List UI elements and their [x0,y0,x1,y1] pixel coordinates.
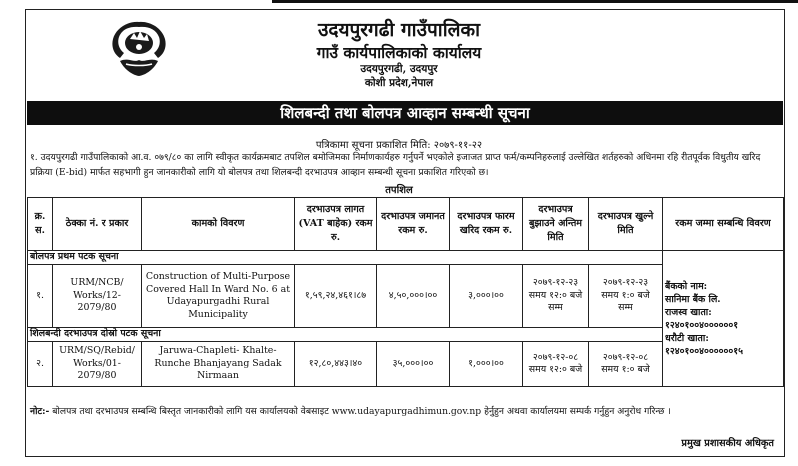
deposit-account-label: धरौटी खाता: [665,332,709,344]
col-header: दरभाउपत्र बुझाउने अन्तिम मिति [523,198,589,251]
col-header: दरभाउपत्र जमानत रकम रु. [377,198,450,251]
signatory-title: प्रमुख प्रशासकीय अधिकृत [681,438,774,449]
section-row [28,251,784,265]
top-rule [272,0,798,3]
deadline-suffix: सम्म [548,302,563,314]
open-date: २०७९-१२-२३ [602,277,649,289]
deadline-time: समय १२:० बजे [528,289,583,301]
row-sn: २. [28,342,53,387]
col-header: दरभाउपत्र खुल्ने मिति [589,198,663,251]
row-security: ४,५०,०००।०० [377,265,450,328]
notice-banner: शिलबन्दी तथा बोलपत्र आव्हान सम्बन्धी सूचना [27,101,783,125]
row-form-fee: १,०००।०० [450,342,523,387]
row-form-fee: ३,०००।०० [450,265,523,328]
deadline-time: समय १२:० बजे [528,364,583,375]
table-header-row [28,198,784,251]
row-description: Construction of Multi-Purpose Covered Hall In Ward No. 6 at Udayapurgadhi Rural Municipality [142,265,295,328]
deadline-date: २०७९-१२-०८ [532,351,579,363]
row-security: ३५,०००।०० [377,342,450,387]
intro-paragraph: १. उदयपुरगढी गाउँपालिकाको आ.व. ०७९/८० का लागि स्वीकृत कार्यक्रमबाट तपशिल बमोजिमका निर्माणकार्यहरु गर्नुपर्ने भएकोले इजाजत प्राप्त फर्म/कम्पनिहरुलाई उल्लेखित शर्तहरुको अधिनमा रहि रीतपूर्वक विधुतीय खरिद प्रक्रिया (E-bid) मार्फत सहभागी हुन जानकारीको लागि यो बोलपत्र तथा शिलबन्दी दरभाउपत्र आव्हान सम्बन्धी सूचना प्रकाशित गरिएको छ। [30,152,761,178]
row-sn: १. [28,265,53,328]
open-date: २०७९-१२-०८ [602,351,649,363]
section-label: बोलपत्र प्रथम पटक सूचना [28,251,663,265]
revenue-account: १२४०१००४००००००१ [665,319,739,331]
row-contract: URM/SQ/Rebid/ Works/01- 2079/80 [53,342,142,387]
office-province: कोशी प्रदेश,नेपाल [364,77,434,89]
row-cost: १२,८०,४४३।४० [295,342,377,387]
col-header: दरभाउपत्र फारम खरिद रकम रु. [450,198,523,251]
footer-note [30,404,782,420]
schedule-heading: तपशिल [385,185,413,196]
row-description: Jaruwa-Chapleti- Khalte-Runche Bhanjayang Sadak Nirmaan [142,342,295,387]
col-header: कामको विवरण [142,198,295,251]
section-label: शिलबन्दी दरभाउपत्र दोस्रो पटक सूचना [28,328,663,342]
col-header: दरभाउपत्र लागत (VAT बाहेक) रकम रु. [295,198,377,251]
tender-table [27,197,784,387]
open-time: समय १:० बजे [601,289,650,301]
revenue-account-label: राजस्व खाता: [665,306,712,318]
deadline-date: २०७९-१२-२३ [532,277,579,289]
bank-name-label: बैंकको नाम: [665,280,708,292]
municipality-title: उदयपुरगढी गाउँपालिका [317,19,481,41]
row-opening [589,342,663,387]
row-contract: URM/NCB/ Works/12- 2079/80 [53,265,142,328]
row-opening [589,265,663,328]
publish-date: पत्रिकामा सूचना प्रकाशित मिति: २०७९-११-२२ [315,140,483,151]
col-header: ठेक्का नं. र प्रकार [53,198,142,251]
note-text: बोलपत्र तथा दरभाउपत्र सम्बन्धि बिस्तृत जानकारीको लागि यस कार्यालयको वेबसाइट www.udayapurgadhimun.gov.np हेर्नुहुन अथवा कार्यालयमा सम्पर्क गर्नुहुन अनुरोध गरिन्छ । [49,406,671,417]
row-deadline [523,342,589,387]
note-label: नोट:- [30,406,50,417]
row-deadline [523,265,589,328]
col-header: क्र. स. [28,198,53,251]
open-time: समय १:० बजे [601,364,650,375]
col-header: रकम जम्मा सम्बन्धि विवरण [663,198,784,251]
bank-details-cell [663,251,784,387]
office-title: गाउँ कार्यपालिकाको कार्यालय [316,43,482,62]
bank-name: सानिमा बैंक लि. [665,293,721,305]
deposit-account: १२४०१००४००००००१५ [665,345,744,357]
open-suffix: सम्म [618,302,633,314]
row-cost: १,५९,२४,४६१।८७ [295,265,377,328]
office-address: उदयपुरगढी, उदयपुर [360,63,438,75]
